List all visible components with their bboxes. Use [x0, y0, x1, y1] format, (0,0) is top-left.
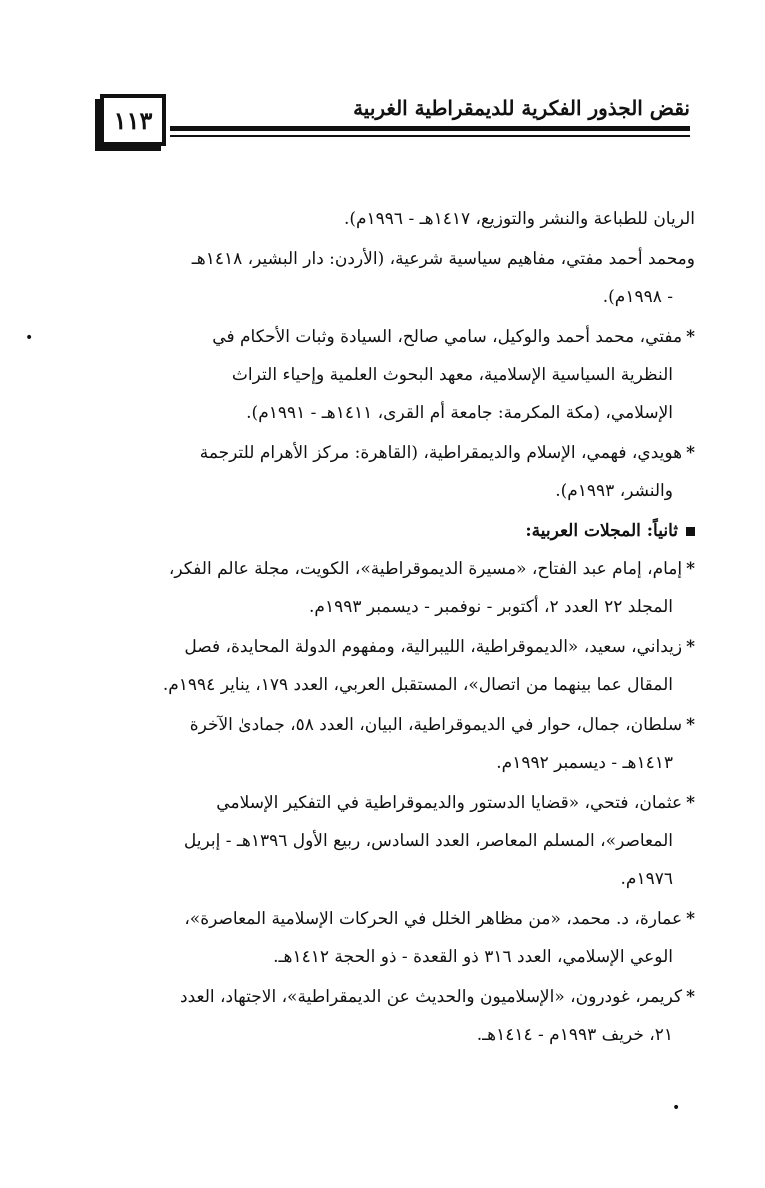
- square-bullet-icon: [686, 527, 695, 536]
- bibliography-entry: [105, 628, 695, 704]
- running-title: نقض الجذور الفكرية للديمقراطية الغربية: [353, 96, 690, 120]
- entry-first-line: [105, 706, 695, 744]
- entry-line: الوعي الإسلامي، العدد ٣١٦ ذو القعدة - ذو الحجة ١٤١٢هـ.: [273, 947, 673, 967]
- entry-line: النظرية السياسية الإسلامية، معهد البحوث العلمية وإحياء التراث: [231, 365, 673, 385]
- entry-first-line: [105, 628, 695, 666]
- entries-before: [105, 200, 695, 510]
- entry-line: سلطان، جمال، حوار في الديموقراطية، البيان، العدد ٥٨، جمادىٰ الآخرة: [189, 715, 683, 735]
- entry-first-line: [105, 550, 695, 588]
- bibliography-entry: [105, 318, 695, 432]
- entry-line: إمام، إمام عبد الفتاح، «مسيرة الديموقراطية»، الكويت، مجلة عالم الفكر،: [168, 559, 683, 579]
- bibliography-entry: [105, 706, 695, 782]
- entry-line: هويدي، فهمي، الإسلام والديمقراطية، (القاهرة: مركز الأهرام للترجمة: [199, 443, 683, 463]
- entry-line: المعاصر»، المسلم المعاصر، العدد السادس، ربيع الأول ١٣٩٦هـ - إبريل: [183, 831, 673, 851]
- bibliography-entry: [105, 240, 695, 316]
- page-header: [100, 86, 690, 158]
- bibliography-entry: [105, 978, 695, 1054]
- asterisk-icon: *: [686, 637, 695, 657]
- header-rule-thick: [170, 126, 690, 131]
- bibliography-entry: [105, 434, 695, 510]
- entry-first-line: [105, 900, 695, 938]
- entry-line: ومحمد أحمد مفتي، مفاهيم سياسية شرعية، (الأردن: دار البشير، ١٤١٨هـ: [191, 249, 695, 269]
- entry-first-line: [105, 434, 695, 472]
- entry-first-line: [105, 978, 695, 1016]
- entry-line: عثمان، فتحي، «قضايا الدستور والديموقراطية في التفكير الإسلامي: [216, 793, 683, 813]
- bibliography-entry: [105, 900, 695, 976]
- margin-dot: •: [672, 1100, 681, 1116]
- entry-line: عمارة، د. محمد، «من مظاهر الخلل في الحركات الإسلامية المعاصرة»،: [184, 909, 683, 929]
- entries-after: [105, 550, 695, 1054]
- entry-line: - ١٩٩٨م).: [602, 287, 673, 307]
- entry-line: المقال عما بينهما من اتصال»، المستقبل العربي، العدد ١٧٩، يناير ١٩٩٤م.: [162, 675, 673, 695]
- entry-line: الإسلامي، (مكة المكرمة: جامعة أم القرى، ١٤١١هـ - ١٩٩١م).: [246, 403, 673, 423]
- entry-line: ١٤١٣هـ - ديسمبر ١٩٩٢م.: [496, 753, 673, 773]
- entry-first-line: [105, 784, 695, 822]
- bibliography-entry: [105, 550, 695, 626]
- entry-line: ١٩٧٦م.: [620, 869, 673, 889]
- bibliography-entry: [105, 200, 695, 238]
- section-heading: ثانياً: المجلات العربية:: [105, 512, 695, 550]
- page-number: ١١٣: [100, 94, 166, 146]
- asterisk-icon: *: [686, 327, 695, 347]
- entry-first-line: [105, 318, 695, 356]
- margin-dot: •: [25, 330, 34, 346]
- asterisk-icon: *: [686, 987, 695, 1007]
- entry-line: الريان للطباعة والنشر والتوزيع، ١٤١٧هـ - ١٩٩٦م).: [343, 209, 695, 229]
- entry-line: والنشر، ١٩٩٣م).: [555, 481, 673, 501]
- asterisk-icon: *: [686, 793, 695, 813]
- asterisk-icon: *: [686, 559, 695, 579]
- entry-line: مفتي، محمد أحمد والوكيل، سامي صالح، السيادة وثبات الأحكام في: [212, 327, 683, 347]
- bibliography-body: [105, 200, 695, 1056]
- bibliography-entry: [105, 784, 695, 898]
- entry-line: المجلد ٢٢ العدد ٢، أكتوبر - نوفمبر - ديسمبر ١٩٩٣م.: [309, 597, 673, 617]
- entry-line: زيداني، سعيد، «الديموقراطية، الليبرالية، ومفهوم الدولة المحايدة، فصل: [184, 637, 683, 657]
- asterisk-icon: *: [686, 443, 695, 463]
- asterisk-icon: *: [686, 909, 695, 929]
- asterisk-icon: *: [686, 715, 695, 735]
- entry-line: ٢١، خريف ١٩٩٣م - ١٤١٤هـ.: [476, 1025, 673, 1045]
- header-rule-thin: [170, 135, 690, 137]
- entry-line: كريمر، غودرون، «الإسلاميون والحديث عن الديمقراطية»، الاجتهاد، العدد: [180, 987, 683, 1007]
